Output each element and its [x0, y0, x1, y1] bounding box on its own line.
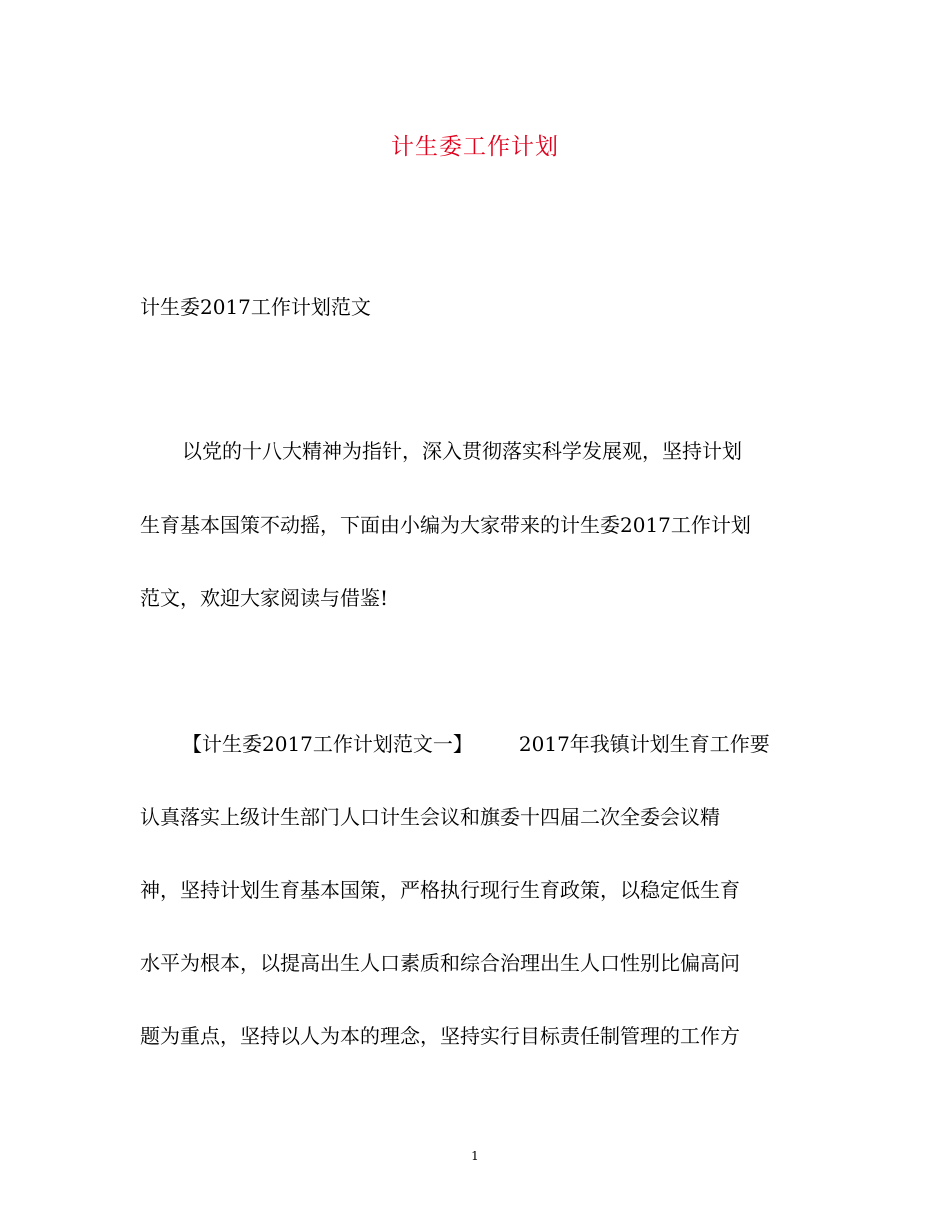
section-heading: 【计生委2017工作计划范文一】 [182, 732, 473, 756]
body-line-4: 题为重点，坚持以人为本的理念，坚持实行目标责任制管理的工作方 [140, 1024, 740, 1048]
document-subtitle: 计生委2017工作计划范文 [140, 295, 371, 319]
section-first-line-text: 2017年我镇计划生育工作要 [518, 732, 770, 756]
page-number: 1 [471, 1149, 479, 1163]
intro-line-1: 以党的十八大精神为指针，深入贯彻落实科学发展观，坚持计划 [182, 439, 742, 463]
body-line-3: 水平为根本，以提高出生人口素质和综合治理出生人口性别比偏高问 [140, 951, 740, 975]
intro-line-2: 生育基本国策不动摇，下面由小编为大家带来的计生委2017工作计划 [140, 513, 751, 537]
body-line-1: 认真落实上级计生部门人口计生会议和旗委十四届二次全委会议精 [140, 805, 720, 829]
document-title: 计生委工作计划 [391, 134, 559, 160]
intro-line-3: 范文，欢迎大家阅读与借鉴! [140, 586, 389, 610]
body-line-2: 神，坚持计划生育基本国策，严格执行现行生育政策，以稳定低生育 [140, 878, 740, 902]
section-first-line [182, 729, 770, 759]
